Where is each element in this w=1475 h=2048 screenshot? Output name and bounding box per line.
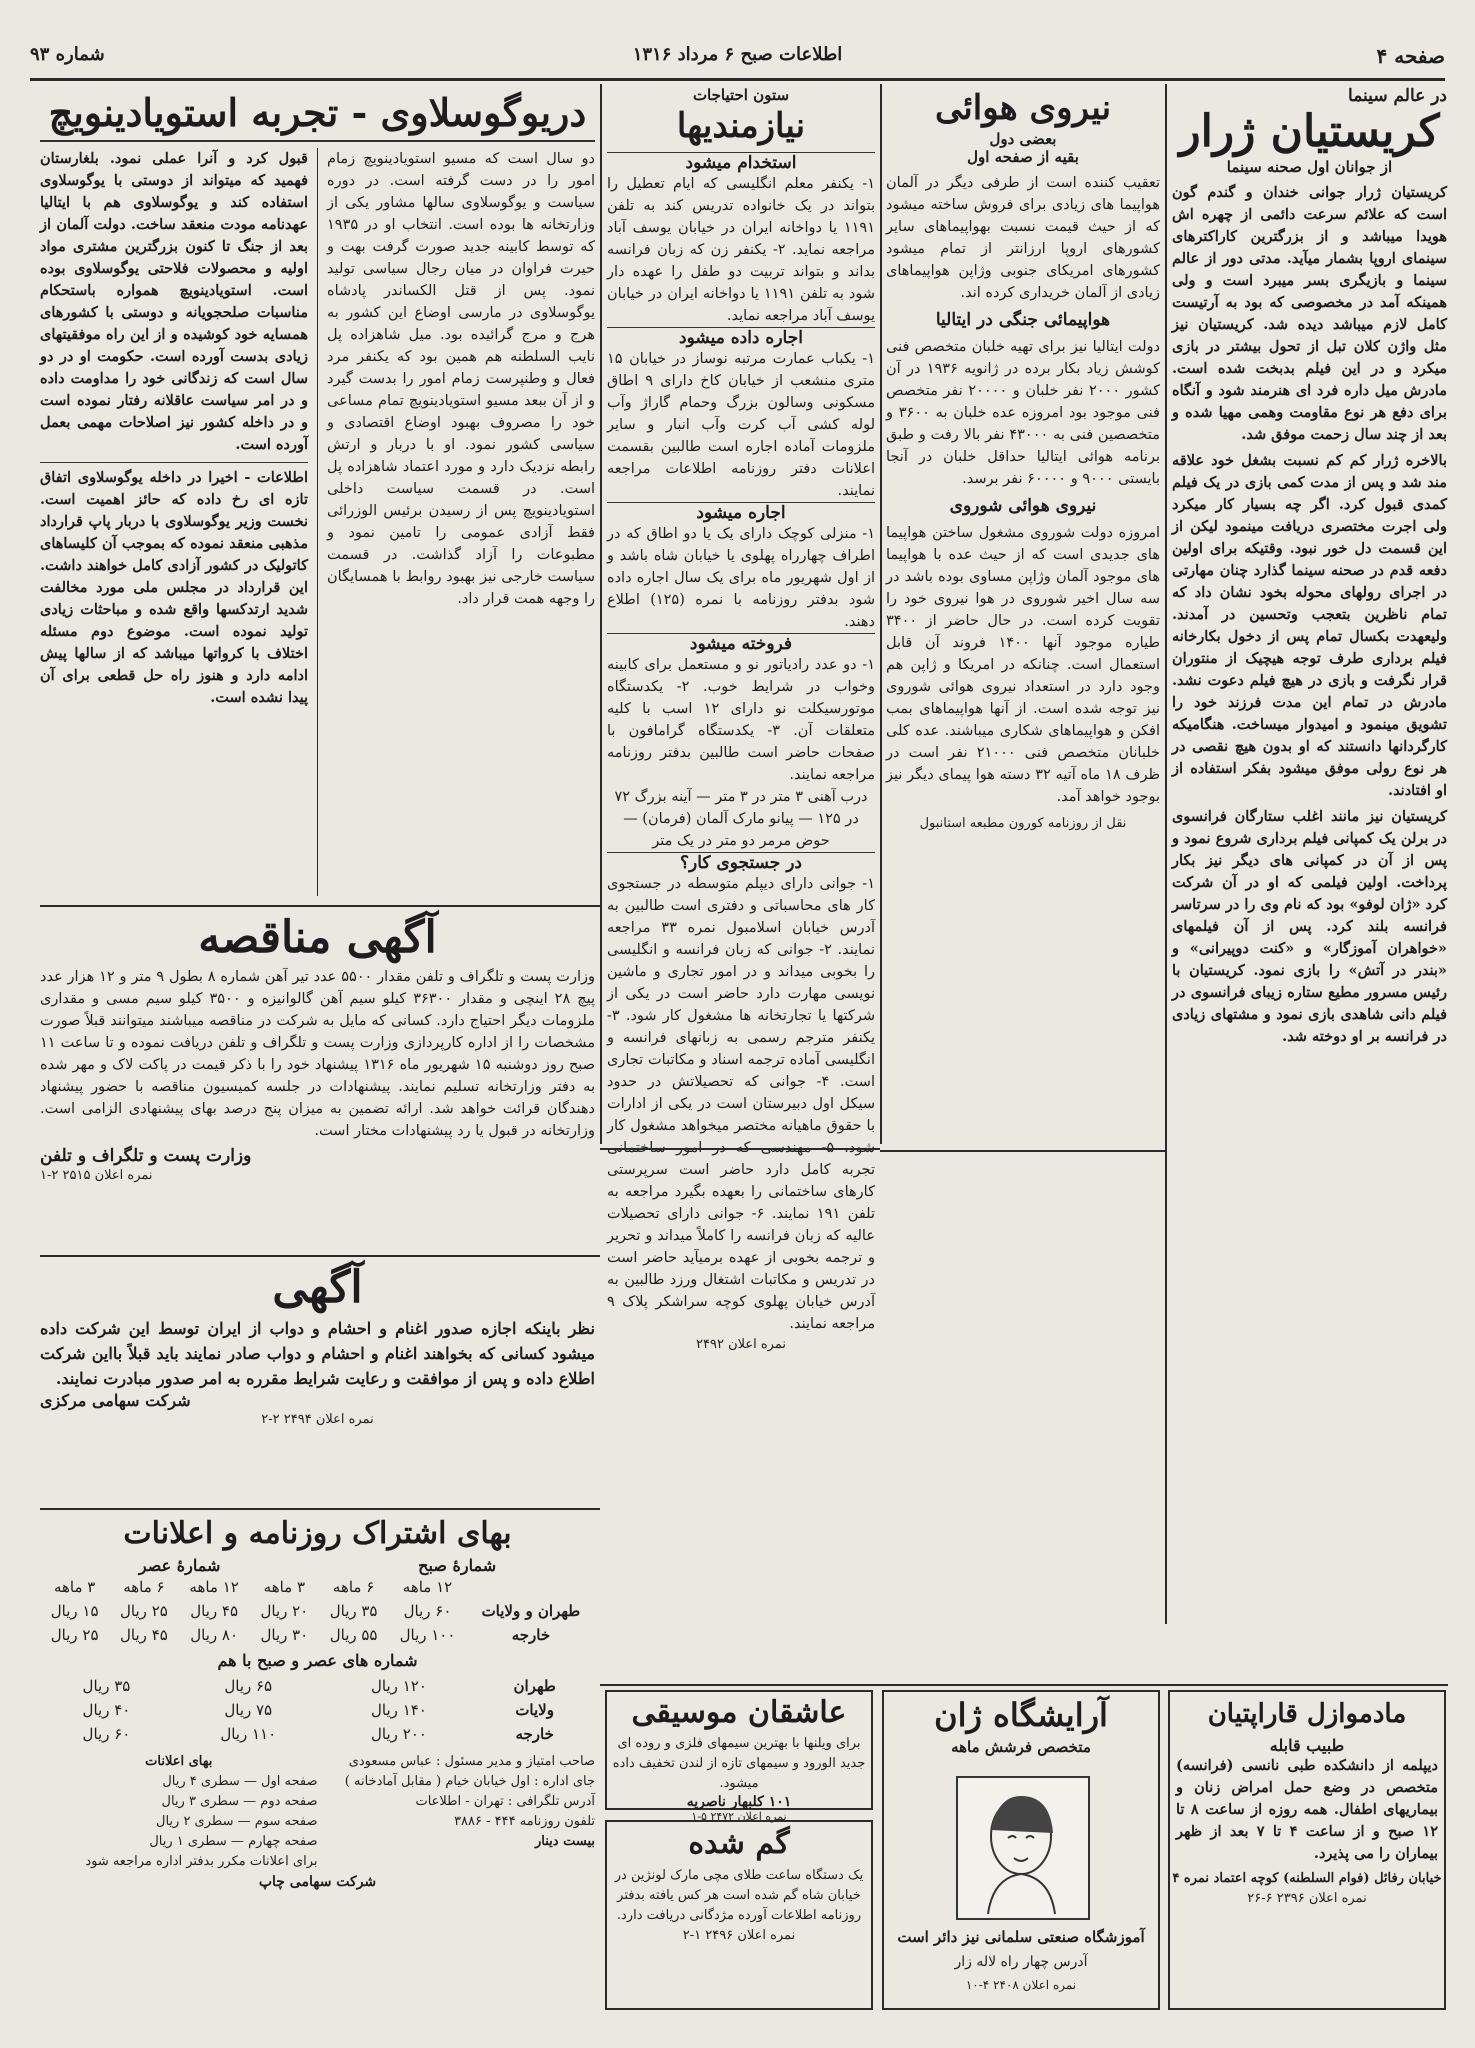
classifieds-title: نیازمندیها — [676, 106, 806, 146]
classifieds — [607, 86, 875, 1566]
cell: ۱۰۰ ریال — [399, 1626, 456, 1644]
lease-text: ۱- منزلی کوچک دارای یک یا دو اطاق که در اطراف چهارراه پهلوی یا خیابان شاه باشد و از اول شهریور ماه برای یک سال اجاره داده شود بدفتر روزنامه با نمره (۱۲۵) اطلاع دهند. — [607, 526, 876, 630]
lost-body: یک دستگاه ساعت طلای مچی مارک لونژین در خیابان شاه گم شده است هر کس یافته بدفتر روزنامه اطلاعات آورده مژدگانی دریافت دارد. — [614, 1868, 864, 1923]
yugoslavia-divider — [317, 148, 318, 896]
ad-rates — [40, 1752, 318, 1872]
col-3m: ۳ ماهه — [53, 1578, 96, 1596]
cell: ۵۵ ریال — [329, 1626, 378, 1644]
airforce-subtitle: بعضی دول — [989, 130, 1057, 148]
notice-ad-number: نمره اعلان ۲۴۹۴ ۲-۲ — [261, 1412, 374, 1427]
music-ad-number: نمره اعلان ۲۴۷۲ ۵-۱ — [691, 1810, 787, 1823]
tender-title: آگهی مناقصه — [198, 912, 437, 963]
ad-rate-row: صفحه اول — سطری ۴ ریال — [162, 1774, 318, 1789]
subscription-both-table — [40, 1674, 595, 1746]
salon-school: آموزشگاه صنعتی سلمانی نیز دائر است — [897, 1928, 1145, 1946]
ad-rate-page: صفحه چهارم — [248, 1834, 318, 1849]
cell: ۳۵ ریال — [82, 1677, 131, 1695]
airforce-section-soviet: نیروی هوائی شوروی — [949, 496, 1097, 516]
airforce-continued: بقیه از صفحه اول — [967, 148, 1079, 166]
column-divider — [1165, 84, 1167, 1624]
salon-portrait-image — [956, 1776, 1090, 1920]
cell: ۲۰ ریال — [260, 1602, 309, 1620]
yugoslavia-col-right: دو سال است که مسیو استویادینویچ زمام امور را در دست گرفته است. در دوره سیاست و یوگوسلاوی سالها مشاور یکی از وزارتخانه ها بوده است. انتخاب او در ۱۹۳۵ که توسط کابینه جدید صورت گرفت بهت و حیرت فراوان در میان رجال سیاسی تولید نمود. پس از قتل الکساندر پادشاه یوگوسلاوی در مارسی اوضاع این کشور به هرج و مرج گرائیده بود. میل شاهزاده پل نایب السلطنه هم همین بود که یکنفر مرد فعال و وطنپرست زمام امور را بدست گیرد و از آن ببعد مسیو استویادینویچ تمام مساعی خود را مصروف بهبود اوضاع اقتصادی و سیاسی کشور نمود. او با دربار و ارتش رابطه نزدیک دارد و مورد اعتماد شاهزاده پل است. در قسمت سیاست داخلی استویادینویچ پس از رسیدن برئیس الوزرائی فقط آزادی عمومی را تامین نمود و مطبوعات را آزاد گذاشت. در قسمت سیاست خارجی نیز بهبود روابط با همسایگان را وجهه همت قرار داد. — [327, 151, 595, 607]
cinema-body-2: بالاخره ژرار کم کم نسبت بشغل خود علاقه مند شد و پس از مدت کمی بازی در یک فیلم کمدی قبول کرد. اگر چه بسیار کار میکرد ولی اجرت مختصری دریافت مینمود لیکن از این قسمت دل خور نبود. وقتیکه برای اولین دفعه قدم در صحنه سینما گذارد چنان مهارتی در اجرای رولهای محوله بخود نشان داد که تمام ناظرین بتعجب وتحسین در آمدند. ولیعهدت بکسال تمام پس از دخول بکارخانه فیلم برداری طرف توجه هیچیک از منتوران قرار نگرفت و بازی در هیچ فیلم دعوت نشد. مادرش در تمام این مدت فرزند خود را تشویق مینمود و امیدوار میساخت. هنگامیکه کارگردانها دانستند که او بدون هیچ نقصی در هر نوع رولی موفق میشود بفکر استفاده از او افتادند. — [1172, 452, 1447, 799]
salon-ad — [882, 1690, 1160, 2010]
cell: ۶۰ ریال — [403, 1602, 452, 1620]
cell: ۲۰۰ ریال — [371, 1725, 427, 1743]
subscription-table — [40, 1575, 595, 1647]
table-row — [40, 1698, 595, 1722]
ad-rate-price: سطری ۳ ریال — [161, 1794, 239, 1809]
ad-rate-note: برای اعلانات مکرر بدفتر اداره مراجعه شود — [85, 1854, 318, 1869]
sale-heading: فروخته میشود — [607, 633, 875, 654]
employ-heading: استخدام میشود — [607, 152, 875, 173]
airforce-body-1: تعقیب کننده است از طرفی دیگر در آلمان هواپیما های زیادی برای فروش ساخته میشود که از حیث قیمت نسبت بهواپیماهای سایر کشورهای اروپا ارزانتر از تمام میشود کشورهای امریکای جنوبی وژاپن هواپیماهای زیادی از آلمان خریداری کرده اند. — [886, 175, 1160, 301]
doctor-ad-number: نمره اعلان ۲۳۹۶ ۶-۲۶ — [1247, 1891, 1367, 1906]
cell: ۷۵ ریال — [224, 1701, 273, 1719]
lost-ad — [605, 1820, 873, 2010]
cinema-body: کریستیان ژرار جوانی خندان و گندم گون است که علائم سرعت دائمی از چهره اش هویدا میباشد و از بزرگترین کاراکترهای سینمای اروپا بشمار میآید. مدتی دور از عالم سینما و بازیگری بسر میبرد است و ولی همینکه آمد در مخصوصی که بود به آرتیست کامل لازم میباشد دیده شد. کریستیان نیز مثل واژن کلان تبل از تحول بیشتر در بازی میکرد و در این فیلم بدبخت شده است. مادرش میل داره فرد ای هنرمند شود و آنگاه برای دفع هر نوع مقاومت وهمی مهیا شده و بعد از چند سال زحمت موفق شد. — [1172, 184, 1447, 443]
cell: ۳۵ ریال — [329, 1602, 378, 1620]
cell: ۳۰ ریال — [260, 1626, 309, 1644]
telegraph-line: آدرس تلگرافی : تهران - اطلاعات — [415, 1794, 595, 1809]
col-6m: ۶ ماهه — [123, 1578, 165, 1596]
subscription-title: بهای اشتراک روزنامه و اعلانات — [123, 1516, 512, 1551]
airforce-body-3: امروزه دولت شوروی مشغول ساختن هواپیما های جدیدی است که از حیث عده با هواپیما های موجود آلمان وژاپن مساوی بوده باشد در سه سال اخیر شوروی در هوا نیروی خود را تقویت کرده است. در حال حاضر از ۳۴۰۰ طیاره موجود آنها ۱۴۰۰ فروند آن قابل استعمال است. چنانکه در امریکا و ژاپن هم وجود دارد در استعداد نیروی هوائی شوروی نیز توجه شده است. از آنها هواپیماهای بمب افکن و هواپیماهای شکاری میباشند. عده کلی خلبانان متخصص فنی ۲۱۰۰۰ نفر است در ظرف ۱۸ ماه آتیه ۳۲ دسته هوا پیمای دیگر نیز بوجود خواهد آمد. — [886, 525, 1160, 805]
salon-title: آرایشگاه ژان — [934, 1696, 1108, 1734]
tender-notice — [40, 910, 595, 1250]
row-label: ولایات — [515, 1701, 554, 1719]
masthead-rule — [30, 78, 1445, 81]
salon-subtitle: متخصص فرشش ماهه — [951, 1738, 1091, 1756]
cinema-article — [1172, 86, 1447, 1626]
tender-signature: وزارت پست و تلگراف و تلفن — [40, 1146, 252, 1166]
tender-body: وزارت پست و تلگراف و تلفن مقدار ۵۵۰۰ عدد تیر آهن شماره ۸ بطول ۹ متر و ۱۲ هزار عدد پیچ ۲۸ اینچی و مقدار ۳۶۳۰۰ کیلو سیم آهن گالوانیزه و ۳۵۰۰ کیلو سیم مسی و مقداری ملزومات دیگر احتیاج دارد. کسانی که مایل به شرکت در مناقصه میباشند میتوانند قبلاً صورت مشخصات را از اداره کارپردازی وزارت پست و تلگراف و تلفن دریافت نموده و تا ساعت ۱۱ صبح روز دوشنبه ۱۵ شهریور ماه ۱۳۱۶ پیشنهاد خود را با ذکر قیمت در پاکت لاک و مهر شده به دفتر وزارتخانه تسلیم نمایند. پیشنهادات در جلسه کمیسیون مناقصه با حضور پیشنهاد دهندگان قرائت خواهد شد. ارائه تضمین به میزان پنج درصد بهای پیشنهادی الزامی است. وزارتخانه در قبول یا رد پیشنهادات مختار است. — [40, 969, 595, 1139]
cell: ۲۵ ریال — [120, 1602, 168, 1620]
airforce-article — [886, 86, 1160, 1146]
tender-ad-number: نمره اعلان ۲۵۱۵ ۲-۱ — [40, 1168, 153, 1183]
doctor-address: خیابان رفائل (فوام السلطنه) کوچه اعتماد نمره ۴ — [1172, 1871, 1442, 1886]
rent-heading: اجاره داده میشود — [607, 327, 875, 348]
yugoslavia-title: دریوگوسلاوی - تجربه استویادینویچ — [40, 86, 595, 142]
tender-end-rule — [40, 1255, 600, 1257]
ad-rate-price: سطری ۱ ریال — [149, 1834, 227, 1849]
ad-rate-price: سطری ۲ ریال — [156, 1814, 234, 1829]
lost-ad-number: نمره اعلان ۲۴۹۶ ۱-۲ — [682, 1928, 796, 1943]
yugoslavia-info-body: اطلاعات - اخیرا در داخله یوگوسلاوی اتفاق تازه ای رخ داده که حائز اهمیت است. نخست وزیر یوگوسلاوی با دربار پاپ قرارداد مذهبی منعقد نموده که بموجب آن کلیساهای کاتولیک در کشور آزادی کامل خواهند داشت. این قرارداد در مجلس ملی مورد مخالفت شدید ارتدکسها واقع شده و مباحثات زیادی تولید نموده است. موضوع دوم مسئله اختلاف با کرواتها میباشد که از سالها پیش ادامه دارد و هنوز راه حل قطعی برای آن پیدا نشده است. — [40, 462, 308, 709]
column-divider — [880, 84, 882, 1144]
cell: ۴۵ ریال — [190, 1602, 239, 1620]
cell: ۱۴۰ ریال — [371, 1701, 427, 1719]
table-row — [40, 1674, 595, 1698]
bottom-ads-rule — [600, 1684, 1448, 1686]
cell: ۴۰ ریال — [82, 1701, 131, 1719]
airforce-footnote: نقل از روزنامه کورون مطبعه استانبول — [919, 816, 1127, 831]
sale-text: ۱- دو عدد رادیاتور نو و مستعمل برای کابینه وخواب در شرایط خوب. ۲- یکدستگاه موتورسیکلت نو دارای ۱۲ اسب با کلیه متعلقات آن. ۳- یکدستگاه گرامافون با صفحات حاضر است طالبین بدفتر روزنامه مراجعه نمایند. — [607, 657, 875, 783]
cell: ۱۱۰ ریال — [220, 1725, 277, 1743]
page-label: صفحه ۴ — [1376, 44, 1445, 68]
masthead — [30, 44, 1445, 74]
woman-portrait-icon — [958, 1778, 1084, 1914]
table-row — [40, 1599, 595, 1623]
doctor-title: مادموازل قاراپتیان — [1207, 1699, 1407, 1729]
subscription-evening-heading: شمارهٔ عصر — [138, 1556, 221, 1575]
livestock-notice — [40, 1260, 595, 1505]
col-12m: ۱۲ ماهه — [189, 1578, 239, 1596]
issue-number: شماره ۹۳ — [30, 44, 105, 65]
phone-line: تلفون روزنامه ۴۴۴ - ۳۸۸۶ — [454, 1814, 595, 1829]
row-label: طهران و ولایات — [481, 1602, 581, 1620]
yugoslavia-end-rule — [40, 905, 600, 907]
doctor-ad — [1168, 1690, 1446, 2010]
ad-rate-page: صفحه سوم — [254, 1814, 318, 1829]
owner-line: صاحب امتیاز و مدیر مسئول : عباس مسعودی — [348, 1754, 595, 1769]
music-address: ۱۰۱ کلبهار ناصریه — [686, 1794, 792, 1810]
salon-address: آدرس چهار راه لاله زار — [954, 1954, 1088, 1970]
bottom-row-rule — [600, 1148, 880, 1150]
ad-rate-price: سطری ۴ ریال — [162, 1774, 240, 1789]
cinema-from: از جوانان اول صحنه سینما — [1226, 158, 1393, 176]
address-line: جای اداره : اول خیابان خیام ( مقابل آمادخانه ) — [344, 1774, 595, 1789]
cell: ۶۰ ریال — [82, 1725, 131, 1743]
table-row — [40, 1722, 595, 1746]
cinema-title: کریستیان ژرار — [1179, 106, 1440, 157]
yugoslavia-article — [40, 86, 595, 901]
salon-ad-number: نمره اعلان ۲۴۰۸ ۴-۱۰ — [965, 1978, 1077, 1992]
row-label: طهران — [513, 1677, 556, 1695]
col-6m: ۶ ماهه — [332, 1578, 375, 1596]
table-row — [40, 1623, 595, 1647]
cell: ۱۵ ریال — [50, 1602, 99, 1620]
sale-items: درب آهنی ۳ متر در ۳ متر — آینه بزرگ ۷۲ در ۱۲۵ — پیانو مارک آلمان (فرمان) — حوض مرمر دو متر در یک متر — [614, 789, 868, 849]
ad-rates-heading: بهای اعلانات — [145, 1754, 213, 1769]
cell: ۲۵ ریال — [50, 1626, 99, 1644]
cell: ۸۰ ریال — [190, 1626, 239, 1644]
cinema-body-3: کریستیان نیز مانند اغلب ستارگان فرانسوی در برلن یک کمپانی فیلم برداری شروع نمود و پس از آن در کمپانی های دیگر نیز بکار پرداخت. اولین فیلمی که او در آن شرکت کرد «ژان لوفو» بود که نام وی را در سرتاسر فرانسه بلند کرد. پس از آن فیلمهای «خواهران آموزگار» و «کنت دوپیرانی» و «بندر در آتش» را بازی نمود. کریستیان با رئیس مسرور مطیع ستاره زیبای فرانسوی در فیلم دانی شاهدی بازی نمود و مشتهای زیادی در فرانسه بر او دوخته شد. — [1172, 808, 1447, 1045]
notice-end-rule — [40, 1508, 600, 1510]
rent-text: ۱- یکباب عمارت مرتبه نوساز در خیابان ۱۵ متری منشعب از خیابان کاخ دارای ۹ اطاق مسکونی وسالون بزرگ وحمام گاراژ وآب لوله کشی آب کرت وآب انبار و سایر ملزومات آماده اجاره است طالبین بقسمت اعلانات دفتر روزنامه اطلاعات مراجعه نمایند. — [607, 351, 875, 499]
doctor-body: دیپلمه از دانشکده طبی نانسی (فرانسه) متخصص در وضع حمل امراض زنان و بیماریهای اطفال. همه روزه از ساعت ۸ تا ۱۲ صبح و از ساعت ۴ تا ۷ بعد از ظهر بیماران را می پذیرد. — [1176, 1757, 1438, 1862]
subscription-both-heading: شماره های عصر و صبح با هم — [217, 1651, 418, 1670]
music-title: عاشقان موسیقی — [631, 1695, 847, 1730]
cell: ۶۵ ریال — [224, 1677, 273, 1695]
airforce-body-2: دولت ایتالیا نیز برای تهیه خلبان متخصص فنی کوشش زیاد بکار برده در ژانویه ۱۹۳۶ در آن کشور ۲۰۰۰ نفر خلبان و ۲۰۰۰۰ نفر متخصص فنی موجود بود امروزه عده خلبان به ۳۶۰۰ و متخصصین فنی به ۴۳۰۰۰ نفر بالا رفت و طبق برنامه هوائی ایتالیا حداقل خلبان در آنجا بایستی ۹۰۰۰ و ۶۰۰۰۰ نفر برسد. — [886, 339, 1161, 487]
single-price: بیست دینار — [535, 1834, 595, 1849]
subscription-morning-heading: شمارهٔ صبح — [418, 1556, 497, 1575]
ad-rate-row: صفحه چهارم — سطری ۱ ریال — [149, 1834, 318, 1849]
ad-rate-row: صفحه سوم — سطری ۲ ریال — [156, 1814, 318, 1829]
press-name: شرکت سهامی چاپ — [258, 1874, 377, 1890]
cell: ۴۵ ریال — [120, 1626, 168, 1644]
subscription-box — [40, 1512, 595, 2012]
employ-text: ۱- یکنفر معلم انگلیسی که ایام تعطیل را بتواند در یک خانواده تدریس کند به تلفن ۱۱۹۱ یا دواخانه ایران در خیابان یوسف آباد مراجعه نماید. ۲- یکنفر زن که زبان فرانسه بداند و بتواند تربیت دو طفل را عهده دار شود به تلفن ۱۱۹۱ یا دواخانه ایران در خیابان یوسف آباد مراجعه نماید. — [607, 176, 875, 324]
job-heading: در جستجوی کار؟ — [607, 852, 875, 873]
lease-heading: اجاره میشود — [607, 502, 875, 523]
notice-body: نظر باینکه اجازه صدور اغنام و احشام و دواب از ایران توسط این شرکت داده میشود کسانی که بخواهند اغنام و احشام و دواب صادر نمایند باید قبلاً بااین شرکت اطلاع داده و پس از موافقت و رعایت شرایط مقرره به امر صدور مبادرت نمایند. — [40, 1319, 595, 1388]
notice-signer: شرکت سهامی مرکزی — [40, 1391, 191, 1410]
classifieds-kicker: ستون احتیاجات — [692, 86, 790, 104]
cinema-kicker: در عالم سینما — [1348, 86, 1447, 106]
ad-rate-page: صفحه دوم — [260, 1794, 318, 1809]
cell: ۱۲۰ ریال — [371, 1677, 427, 1695]
music-body: برای ویلنها با بهترین سیمهای فلزی و روده ای جدید الورود و سیمهای تازه از لندن تخفیف داده میشود. — [612, 1736, 866, 1791]
doctor-subtitle: طبیب قابله — [1269, 1736, 1345, 1755]
col-12m: ۱۲ ماهه — [402, 1578, 453, 1596]
airforce-end-rule — [880, 1150, 1165, 1152]
airforce-title: نیروی هوائی — [934, 88, 1112, 128]
publisher-info — [318, 1752, 596, 1872]
notice-title: آگهی — [272, 1262, 363, 1313]
column-divider — [600, 84, 602, 1144]
lost-title: گم شده — [688, 1826, 790, 1861]
col-3m: ۳ ماهه — [263, 1578, 306, 1596]
airforce-section-italy: هواپیمائی جنگی در ایتالیا — [935, 310, 1111, 330]
job-text: ۱- جوانی دارای دیپلم متوسطه در جستجوی کار های محاسباتی و دفتری است طالبین به آدرس خیابان اسلامبول نمره ۳۳ مراجعه نمایند. ۲- جوانی که زبان فرانسه و انگلیسی را بخوبی میداند و در امور تجاری و ماشین نویسی مهارت دارد حاضر است در یکی از شرکتها یا تجارتخانه ها مشغول کار شود. ۳- یکنفر مترجم رسمی به زبانهای فرانسه و انگلیسی آماده ترجمه اسناد و مکاتبات تجاری است. ۴- جوانی که تحصیلاتش در حدود سیکل اول دبیرستان است در یکی از ادارات با حقوق ماهیانه مختصر میخواهد مشغول کار شود. ۵- مهندسی که در امور ساختمانی تجربه کامل دارد حاضر است سرپرستی کارهای ساختمانی را بعهده بگیرد مراجعه به تلفن ۱۹۱ نمایند. ۶- جوانی دارای تحصیلات عالیه که زبان فرانسه را کاملاً میداند و تحریر و ترجمه بخوبی از عهده برمیآید حاضر است در تدریس و مکاتبات اشتغال ورزد طالبین به آدرس خیابان پهلوی کوچه سراشکر پلاک ۹ مراجعه نمایند. — [607, 876, 875, 1332]
yugoslavia-col-left-text: قبول کرد و آنرا عملی نمود. بلغارستان فهمید که میتواند از دوستی با یوگوسلاوی استفاده کند و یوگوسلاوی هم با ایتالیا عهدنامه مودت منعقد ساخت. دولت آلمان از بعد از جنگ تا کنون بزرگترین مشتری مواد اولیه و محصولات فلاحتی یوگوسلاوی بوده است. استویادینویچ همواره باستحکام مناسبات صلحجویانه و دوستی با کشورهای همسایه خود کوشیده و از این راه موفقیتهای زیادی بدست آورده است. حکومت او در دو سال است که زندگانی خود را مداومت داده و در امر سیاست عاقلانه رفتار نموده است و در داخله کشور نیز اصلاحات مهمی بعمل آورده است. — [40, 150, 308, 453]
classifieds-ad-number: نمره اعلان ۲۴۹۲ — [696, 1337, 786, 1352]
ad-rate-page: صفحه اول — [261, 1774, 318, 1789]
paper-date: اطلاعات صبح ۶ مرداد ۱۳۱۶ — [632, 44, 843, 65]
row-label: خارجه — [515, 1725, 554, 1743]
yugoslavia-col-left — [40, 148, 308, 898]
music-ad — [605, 1690, 873, 1823]
ad-rate-row: صفحه دوم — سطری ۳ ریال — [161, 1794, 318, 1809]
row-label: خارجه — [511, 1626, 551, 1644]
